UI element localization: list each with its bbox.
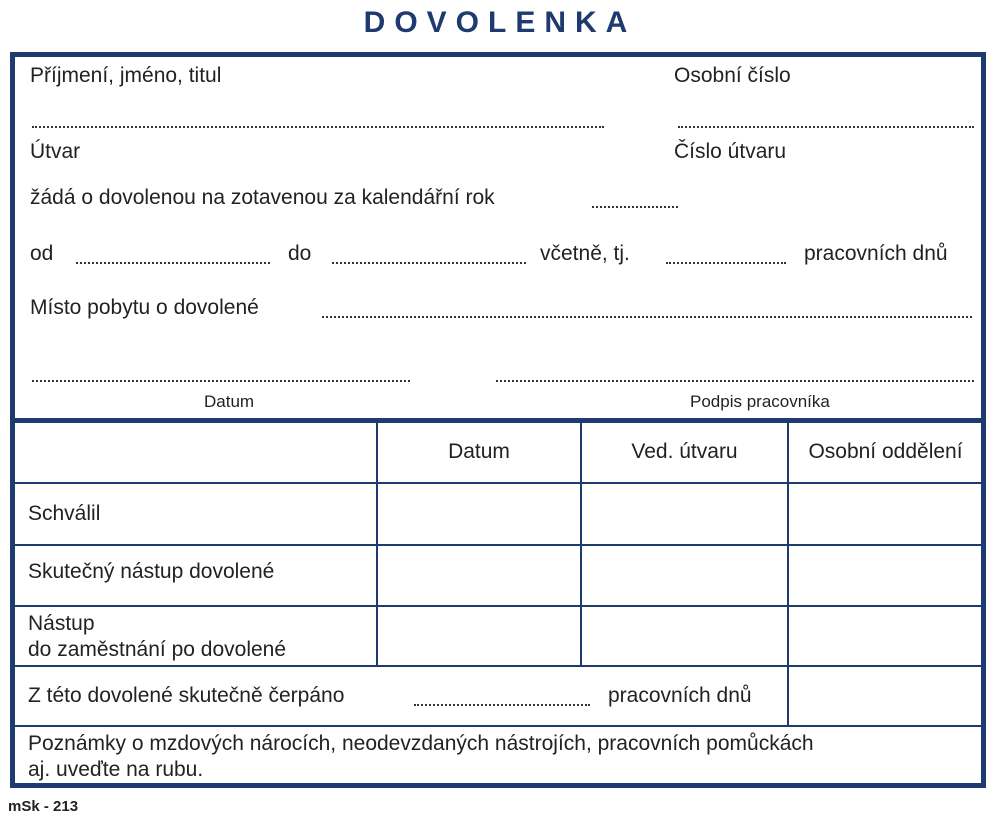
- workdays-label: pracovních dnů: [804, 242, 948, 265]
- workdays-count-field[interactable]: [666, 262, 786, 264]
- personal-number-label: Osobní číslo: [674, 64, 791, 87]
- table-row-line-1: [14, 482, 982, 484]
- taken-label: Z této dovolené skutečně čerpáno: [28, 684, 345, 707]
- request-text: žádá o dovolenou na zotavenou za kalendářní rok: [30, 186, 495, 209]
- employee-signature-field[interactable]: [496, 380, 974, 382]
- form-code: mSk - 213: [8, 798, 79, 815]
- signature-caption: Podpis pracovníka: [690, 392, 830, 411]
- name-field[interactable]: [32, 126, 604, 128]
- including-label: včetně, tj.: [540, 242, 630, 265]
- unit-label: Útvar: [30, 140, 81, 163]
- row-return-label-1: Nástup: [28, 612, 95, 635]
- col-header-hr: Osobní oddělení: [808, 440, 963, 463]
- table-row-line-4: [14, 665, 982, 667]
- table-row-line-5: [14, 725, 982, 727]
- table-row-line-3: [14, 605, 982, 607]
- table-row-line-2: [14, 544, 982, 546]
- from-date-field[interactable]: [76, 262, 270, 264]
- from-label: od: [30, 242, 54, 265]
- row-approved-label: Schválil: [28, 502, 101, 525]
- notes-line-1: Poznámky o mzdových nárocích, neodevzdaných nástrojích, pracovních pomůckách: [28, 732, 814, 755]
- unit-number-label: Číslo útvaru: [674, 140, 787, 163]
- to-date-field[interactable]: [332, 262, 526, 264]
- taken-days-field[interactable]: [414, 704, 590, 706]
- row-actual-start-label: Skutečný nástup dovolené: [28, 560, 275, 583]
- location-label: Místo pobytu o dovolené: [30, 296, 259, 319]
- notes-line-2: aj. uveďte na rubu.: [28, 758, 204, 781]
- location-field[interactable]: [322, 316, 972, 318]
- section-divider: [10, 418, 986, 423]
- col-header-date: Datum: [448, 440, 510, 463]
- date-signature-field[interactable]: [32, 380, 410, 382]
- date-caption: Datum: [204, 392, 255, 411]
- year-field[interactable]: [592, 206, 678, 208]
- personal-number-field[interactable]: [678, 126, 974, 128]
- col-header-manager: Ved. útvaru: [631, 440, 738, 463]
- table-col-line-3: [787, 423, 789, 727]
- row-return-label-2: do zaměstnání po dovolené: [28, 638, 287, 661]
- name-label: Příjmení, jméno, titul: [30, 64, 222, 87]
- form-title: DOVOLENKA: [363, 6, 637, 39]
- to-label: do: [288, 242, 312, 265]
- taken-unit-label: pracovních dnů: [608, 684, 752, 707]
